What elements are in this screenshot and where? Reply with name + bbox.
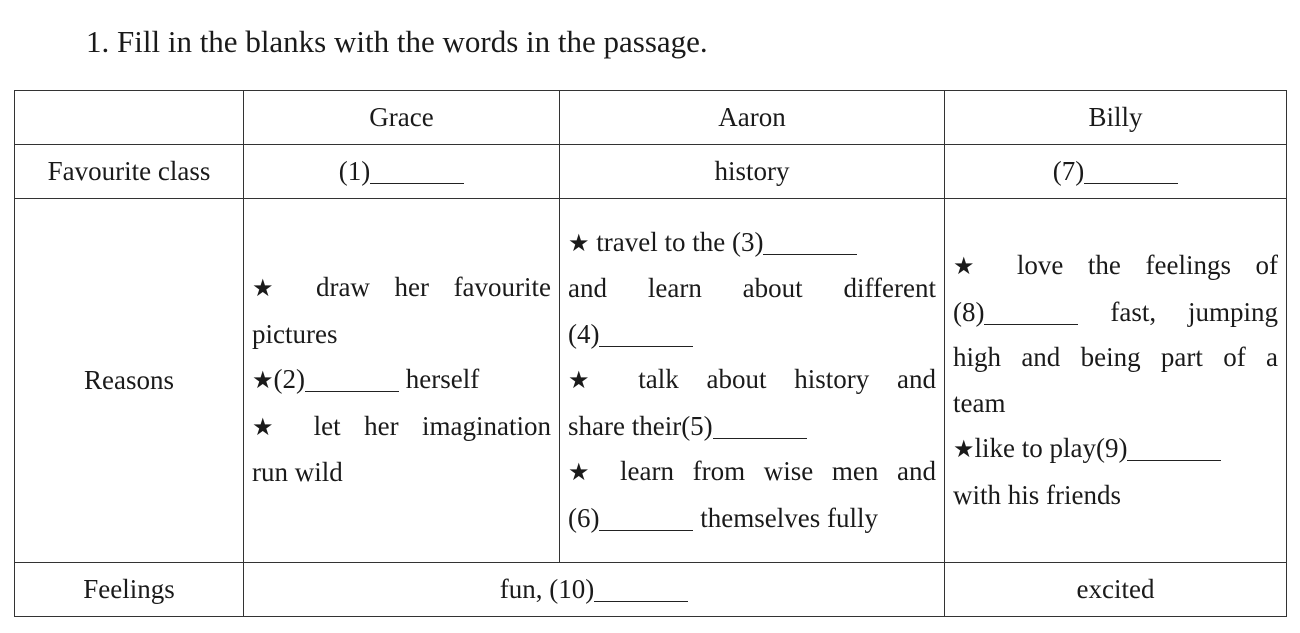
aaron-reason-line: share their(5): [568, 404, 936, 450]
billy-reason-line: ★ love the feelings of: [953, 250, 1278, 280]
blank-9[interactable]: [1127, 433, 1221, 461]
star-icon: ★: [953, 435, 975, 463]
star-icon: ★: [568, 366, 611, 395]
billy-reasons-cell: [945, 199, 1287, 563]
billy-reason-line: (8) fast, jumping: [953, 296, 1278, 327]
blank-4[interactable]: [599, 319, 693, 347]
blank-8[interactable]: [984, 297, 1078, 325]
blank-7[interactable]: [1084, 156, 1178, 184]
blank-3[interactable]: [763, 227, 857, 255]
blank-6[interactable]: [599, 503, 693, 531]
favourite-class-row: [15, 145, 1287, 199]
aaron-reason-line: ★ travel to the (3): [568, 220, 936, 267]
blank-5[interactable]: [713, 411, 807, 439]
grace-reason-line: ★ let her imagination: [252, 410, 552, 441]
billy-reason-line: with his friends: [953, 479, 1121, 510]
instruction-heading: 1. Fill in the blanks with the words in the passage.: [86, 24, 708, 59]
header-billy: Billy: [945, 91, 1287, 145]
header-grace: Grace: [244, 91, 560, 145]
blank-1-number: (1): [338, 156, 371, 186]
grace-reason-line: run wild: [252, 457, 343, 488]
star-icon: ★: [568, 228, 590, 257]
grace-aaron-feelings-cell: [244, 563, 945, 617]
aaron-reason-line: (6) themselves fully: [568, 502, 878, 533]
star-icon: ★: [953, 252, 993, 280]
reasons-label: Reasons: [15, 199, 244, 563]
header-row: [15, 91, 1287, 145]
billy-reason-line: ★like to play(9): [953, 426, 1278, 473]
feelings-label: Feelings: [15, 563, 244, 617]
star-icon: ★: [568, 458, 602, 487]
star-icon: ★: [252, 412, 291, 441]
aaron-reasons-cell: [560, 199, 945, 563]
aaron-reason-line: (4): [568, 312, 936, 358]
grace-reason-line: pictures: [252, 318, 338, 349]
feelings-row: [15, 563, 1287, 617]
blank-10-number: fun, (10): [499, 574, 595, 604]
billy-reason-line: team: [953, 387, 1006, 418]
favourite-class-label: Favourite class: [15, 145, 244, 199]
blank-10[interactable]: [594, 574, 688, 602]
header-aaron: Aaron: [560, 91, 945, 145]
star-icon: ★: [252, 366, 274, 395]
star-icon: ★: [252, 274, 292, 303]
billy-feelings-cell: excited: [945, 563, 1287, 617]
aaron-reason-line: ★ learn from wise men and: [568, 456, 937, 487]
blank-2[interactable]: [305, 364, 399, 392]
blank-1[interactable]: [370, 156, 464, 184]
grace-reasons-cell: [244, 199, 560, 563]
reasons-row: [15, 199, 1287, 563]
header-corner: [15, 91, 244, 145]
grace-reason-line: ★(2) herself: [252, 364, 480, 395]
aaron-reason-line: ★ talk about history and: [568, 364, 937, 395]
grace-reason-line: ★ draw her favourite: [252, 272, 552, 303]
aaron-class-cell: history: [560, 145, 945, 199]
worksheet-table: [14, 90, 1287, 617]
billy-reason-line: high and being part of a: [953, 342, 1278, 372]
aaron-reason-line: and learn about different: [568, 273, 936, 304]
blank-7-number: (7): [1052, 156, 1085, 186]
grace-class-cell: [244, 145, 560, 199]
billy-class-cell: [945, 145, 1287, 199]
